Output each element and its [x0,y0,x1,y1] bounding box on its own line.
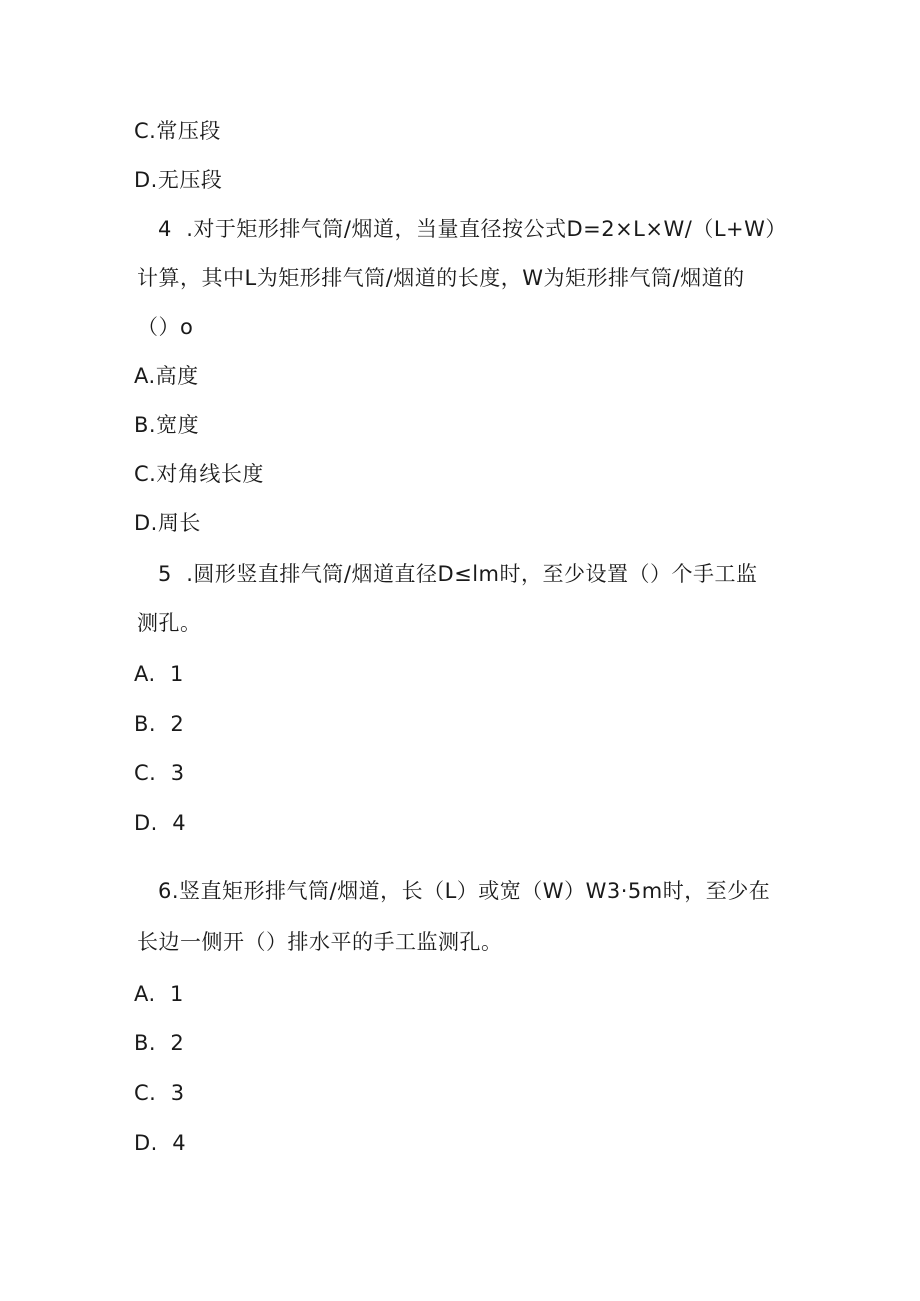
q4-stem-line-2: 计算，其中L为矩形排气筒/烟道的长度，W为矩形排气筒/烟道的 [137,266,745,290]
q5-stem-line-2: 测孔。 [137,611,202,635]
q4-stem-line-1: 4 .对于矩形排气筒/烟道，当量直径按公式D=2×L×W/（L+W） [158,217,787,241]
q5-option-c: C. 3 [134,761,185,785]
q5-option-d: D. 4 [134,811,187,835]
q4-option-a: A.高度 [134,364,199,388]
q3-option-d: D.无压段 [134,168,223,192]
q4-option-c: C.对角线长度 [134,462,264,486]
q6-option-c: C. 3 [134,1081,185,1105]
q6-option-d: D. 4 [134,1131,187,1155]
q6-option-b: B. 2 [134,1031,185,1055]
q5-option-b: B. 2 [134,712,185,736]
q4-stem-line-3: （）o [137,315,194,339]
q6-stem-line-2: 长边一侧开（）排水平的手工监测孔。 [137,930,503,954]
q4-option-d: D.周长 [134,511,201,535]
q6-stem-line-1: 6.竖直矩形排气筒/烟道，长（L）或宽（W）W3·5m时，至少在 [158,879,771,903]
q3-option-c: C.常压段 [134,119,221,143]
q4-option-b: B.宽度 [134,413,200,437]
q6-option-a: A. 1 [134,982,184,1006]
q5-stem-line-1: 5 .圆形竖直排气筒/烟道直径D≤lm时，至少设置（）个手工监 [158,562,758,586]
q5-option-a: A. 1 [134,662,184,686]
